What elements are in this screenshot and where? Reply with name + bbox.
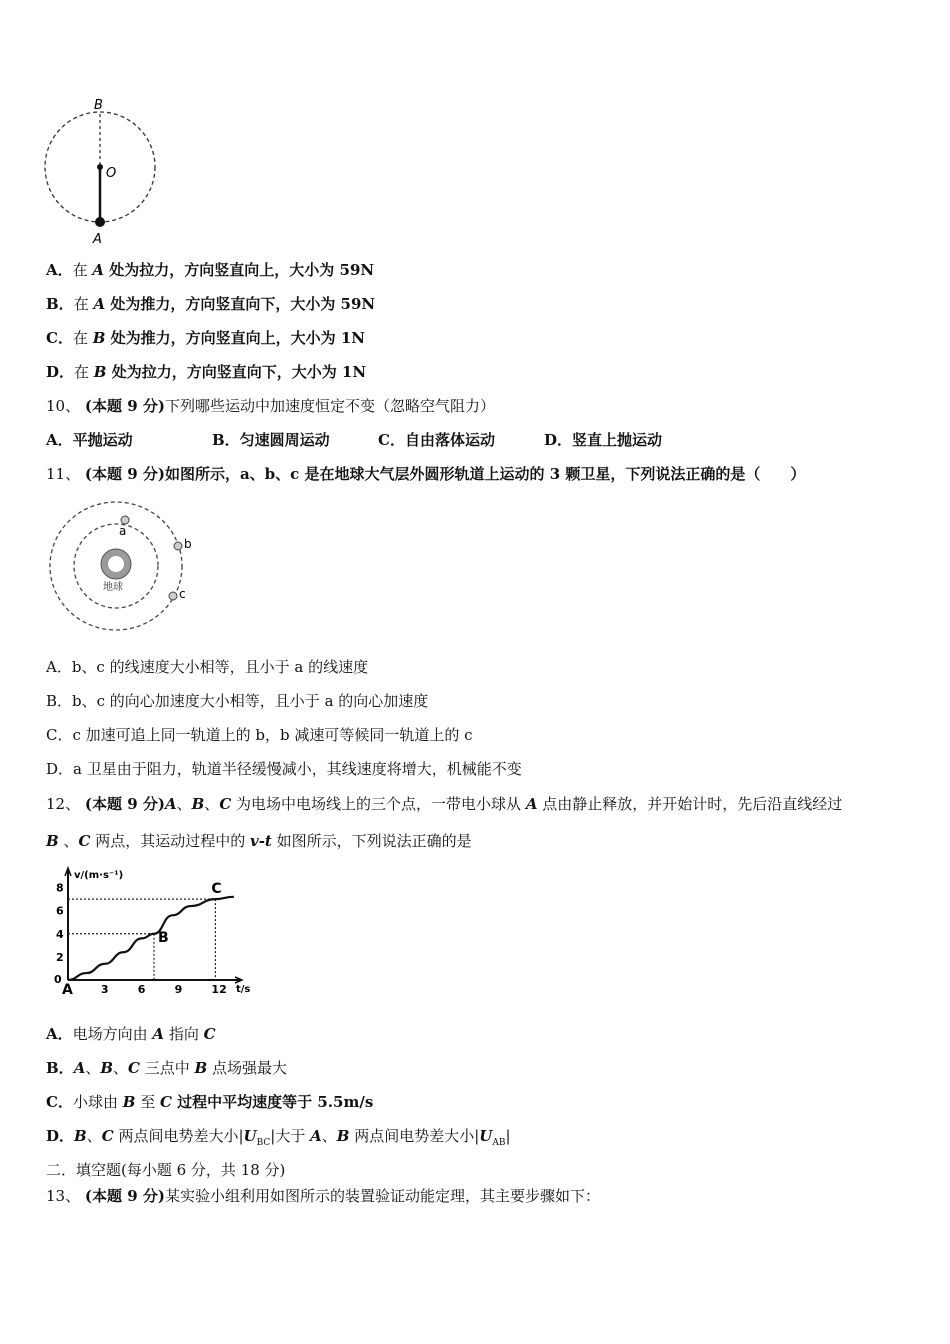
y-axis-label: v/(m·s⁻¹) [74, 870, 124, 881]
q12-option-c: C．小球由 B 至 C 过程中平均速度等于 5.5m/s [46, 1093, 374, 1111]
x-axis-label: t/s [236, 984, 251, 995]
q11-option-b: B．b、c 的向心加速度大小相等，且小于 a 的向心加速度 [46, 692, 429, 710]
q12-stem-line2: B 、C 两点，其运动过程中的 v-t 如图所示，下列说法正确的是 [46, 832, 472, 850]
earth-highlight [108, 556, 124, 572]
y-tick-label: 8 [56, 881, 64, 895]
q10-stem: 10、 (本题 9 分)下列哪些运动中加速度恒定不变（忽略空气阻力） [46, 397, 495, 415]
q12-option-a: A．电场方向由 A 指向 C [46, 1025, 216, 1043]
chart-series [68, 897, 234, 980]
q12-option-d: D．B、C 两点间电势差大小$|U_{BC}|$大于 A、B 两点间电势差大小$|U_{AB}|$ [46, 1127, 511, 1148]
vt-curve [68, 897, 234, 980]
q10-option-d: D．竖直上抛运动 [544, 431, 663, 449]
y-tick-label: 4 [56, 927, 64, 941]
q12-option-b: B．A、B、C 三点中 B 点场强最大 [46, 1059, 288, 1077]
satellite-a [121, 516, 129, 524]
q9-option-c: C．在 B 处为推力，方向竖直向上，大小为 1N [46, 329, 366, 347]
satellite-b [174, 542, 182, 550]
label-A: A [93, 232, 102, 247]
x-tick-label: 3 [100, 983, 109, 996]
satellite-c [169, 592, 177, 600]
satellite-orbits-figure [44, 498, 204, 636]
label-O: O [106, 166, 117, 181]
x-tick-label: 9 [174, 983, 183, 996]
q13-stem: 13、 (本题 9 分)某实验小组利用如图所示的装置验证动能定理，其主要步骤如下： [46, 1187, 600, 1205]
q11-option-d: D．a 卫星由于阻力，轨道半径缓慢减小，其线速度将增大，机械能不变 [46, 760, 522, 778]
y-tick-label: 2 [56, 950, 64, 964]
y-tick-label: 6 [56, 904, 64, 918]
earth-label: 地球 [103, 582, 123, 593]
origin-label: 0 [54, 973, 62, 986]
x-tick-label: 12 [211, 983, 227, 996]
q9-option-a: A．在 A 处为拉力，方向竖直向上，大小为 59N [46, 261, 375, 279]
q9-option-d: D．在 B 处为拉力，方向竖直向下，大小为 1N [46, 363, 367, 381]
satellite-a-label: a [119, 524, 127, 538]
q11-option-c: C．c 加速可追上同一轨道上的 b，b 减速可等候同一轨道上的 c [46, 726, 473, 744]
q10-option-c: C．自由落体运动 [378, 431, 495, 449]
q11-stem: 11、 (本题 9 分)如图所示，a、b、c 是在地球大气层外圆形轨道上运动的 3 颗卫星，下列说法正确的是（ ） [46, 465, 806, 483]
satellite-c-label: c [179, 587, 186, 601]
point-label-B: B [158, 929, 169, 946]
x-tick-label: 6 [137, 983, 146, 996]
q9-option-b: B．在 A 处为推力，方向竖直向下，大小为 59N [46, 295, 376, 313]
q10-option-b: B．匀速圆周运动 [212, 431, 330, 449]
vt-graph [46, 864, 262, 1000]
q10-option-a: A．平抛运动 [46, 431, 133, 449]
center-point [97, 164, 103, 170]
q11-option-a: A．b、c 的线速度大小相等，且小于 a 的线速度 [46, 658, 369, 676]
chart-guides [68, 899, 215, 980]
satellite-b-label: b [184, 537, 192, 551]
label-B: B [94, 98, 103, 113]
point-label-A: A [62, 982, 73, 998]
q12-stem-line1: 12、 (本题 9 分)A、B、C 为电场中电场线上的三个点，一带电小球从 A 点由静止释放，并开始计时，先后沿直线经过 [46, 795, 843, 813]
circle-motion-figure [40, 96, 165, 248]
point-label-C: C [211, 881, 222, 898]
ball [95, 217, 105, 227]
q10-options [46, 430, 710, 450]
section-2-title: 二．填空题(每小题 6 分，共 18 分) [46, 1161, 286, 1179]
